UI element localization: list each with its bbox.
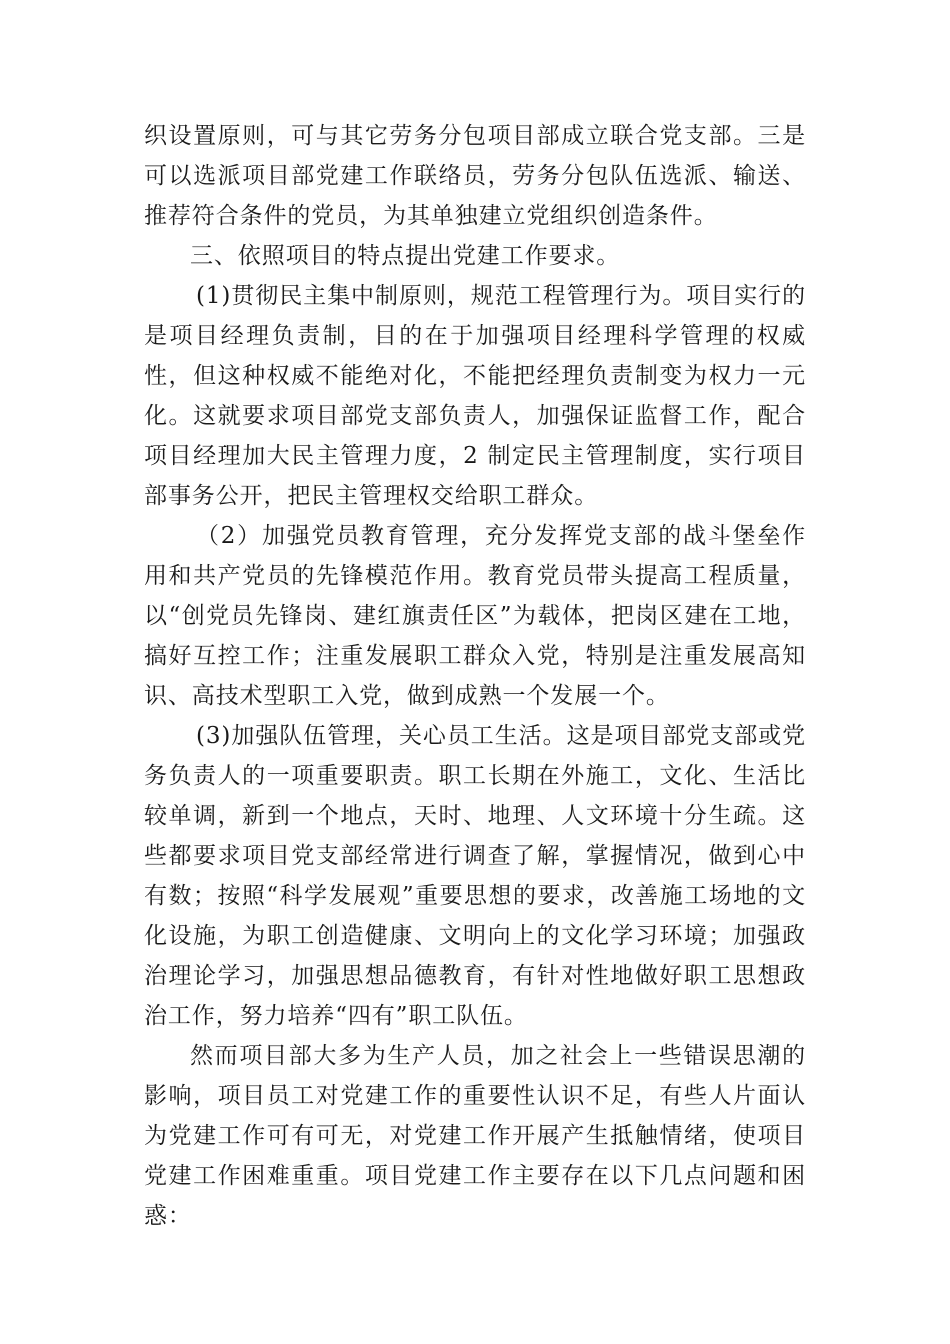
section-heading-3: 三、依照项目的特点提出党建工作要求。 bbox=[190, 243, 621, 269]
body-text bbox=[144, 116, 806, 1236]
paragraph-problems-intro: 然而项目部大多为生产人员，加之社会上一些错误思潮的影响，项目员工对党建工作的重要性认识不足，有些人片面认为党建工作可有可无，对党建工作开展产生抵触情绪，使项目党建工作困难重重。项目党建工作主要存在以下几点问题和困惑： bbox=[144, 1043, 806, 1229]
paragraph-item-2: （2）加强党员教育管理，充分发挥党支部的战斗堡垒作用和共产党员的先锋模范作用。教育党员带头提高工程质量，以“创党员先锋岗、建红旗责任区”为载体，把岗区建在工地，搞好互控工作；注重发展职工群众入党，特别是注重发展高知识、高技术型职工入党，做到成熟一个发展一个。 bbox=[144, 523, 806, 709]
paragraph-item-1: (1)贯彻民主集中制原则，规范工程管理行为。项目实行的是项目经理负责制，目的在于加强项目经理科学管理的权威性，但这种权威不能绝对化，不能把经理负责制变为权力一元化。这就要求项目部党支部负责人，加强保证监督工作，配合项目经理加大民主管理力度，2 制定民主管理制度，实行项目部事务公开，把民主管理权交给职工群众。 bbox=[144, 283, 806, 509]
paragraph-continuation: 织设置原则，可与其它劳务分包项目部成立联合党支部。三是可以选派项目部党建工作联络员，劳务分包队伍选派、输送、推荐符合条件的党员，为其单独建立党组织创造条件。 bbox=[144, 123, 806, 229]
paragraph-item-3: (3)加强队伍管理，关心员工生活。这是项目部党支部或党务负责人的一项重要职责。职工长期在外施工，文化、生活比较单调，新到一个地点，天时、地理、人文环境十分生疏。这些都要求项目党支部经常进行调查了解，掌握情况，做到心中有数；按照“科学发展观”重要思想的要求，改善施工场地的文化设施，为职工创造健康、文明向上的文化学习环境；加强政治理论学习，加强思想品德教育，有针对性地做好职工思想政治工作，努力培养“四有”职工队伍。 bbox=[144, 723, 806, 1029]
